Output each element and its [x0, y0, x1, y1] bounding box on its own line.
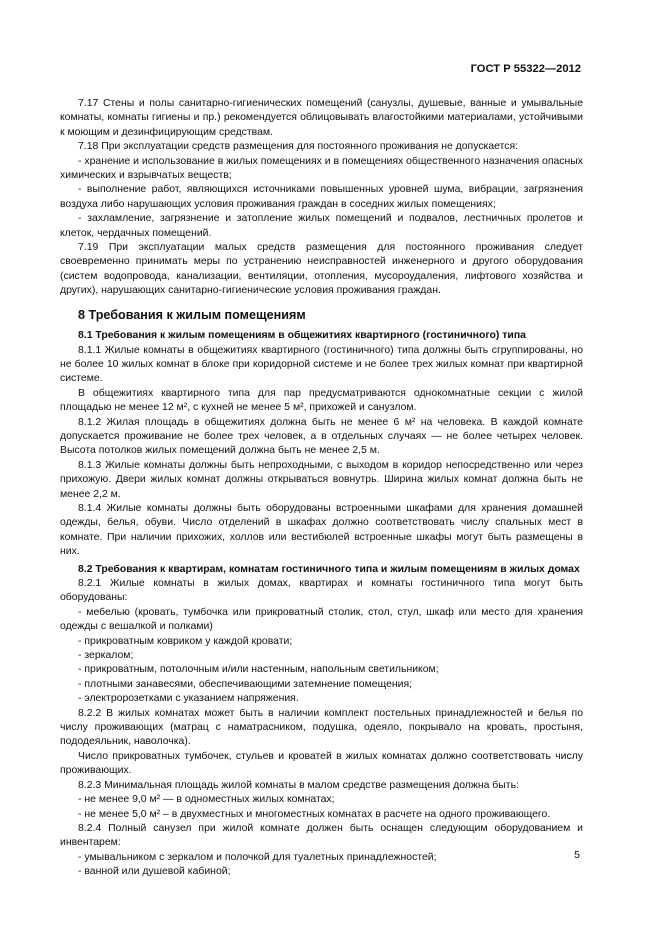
document-body — [60, 97, 583, 880]
list-item: - умывальником с зеркалом и полочкой для туалетных принадлежностей; — [78, 851, 437, 863]
clause-8-1-4: 8.1.4 Жилые комнаты должны быть оборудованы встроенными шкафами для хранения домашней одежды, белья, обуви. Число отделений в шкафах должно соответствовать числу спальных мест в комнате. При наличии прихожих, холлов или вестибюлей встроенные шкафы могут быть размещены в них. — [60, 502, 583, 558]
clause-7-17: 7.17 Стены и полы санитарно-гигиенических помещений (санузлы, душевые, ванные и умывальные комнаты, комнаты гигиены и пр.) рекомендуется облицовывать влагостойкими материалами, устойчивыми к моющим и дезинфицирующим средствам. — [60, 98, 583, 138]
clause-8-1-3: 8.1.3 Жилые комнаты должны быть непроходными, с выходом в коридор непосредственно или через прихожую. Двери жилых комнат должны открываться вовнутрь. Ширина жилых комнат должна быть не менее 2,2 м. — [60, 459, 583, 500]
list-item: - ванной или душевой кабиной; — [78, 866, 231, 878]
subsection-8-2-heading: 8.2 Требования к квартирам, комнатам гостиничного типа и жилым помещениям в жилых домах — [78, 563, 580, 575]
list-item: - электророзетками с указанием напряжения. — [78, 693, 299, 705]
clause-8-1-1-paragraph: В общежитиях квартирного типа для пар предусматриваются однокомнатные секции с жилой площадью не менее 12 м², с кухней не менее 5 м², прихожей и санузлом. — [60, 387, 583, 414]
clause-8-1-1: 8.1.1 Жилые комнаты в общежитиях квартирного (гостиничного) типа должны быть сгруппированы, но не более 10 жилых комнат в блоке при коридорной системе и не более трех жилых комнат при квартирной системе. — [60, 344, 583, 385]
list-item: - захламление, загрязнение и затопление жилых помещений и подвалов, лестничных пролетов и клеток, чердачных помещений. — [60, 213, 583, 239]
clause-8-1-2: 8.1.2 Жилая площадь в общежитиях должна быть не менее 6 м² на человека. В каждой комнате допускается проживание не более трех человек, а в отдельных случаях — не более четырех человек. Высота потолков жилых помещений должна быть не менее 2,5 м. — [60, 416, 583, 457]
subsection-8-1-heading: 8.1 Требования к жилым помещениям в общежитиях квартирного (гостиничного) типа — [78, 330, 526, 342]
list-item: - не менее 5,0 м² – в двухместных и многоместных комнатах в расчете на одного проживающего. — [78, 808, 551, 820]
document-header: ГОСТ Р 55322—2012 — [470, 63, 581, 75]
list-item: - хранение и использование в жилых помещениях и в помещениях общественного назначения опасных химических и взрывчатых веществ; — [60, 155, 583, 182]
clause-8-2-3: 8.2.3 Минимальная площадь жилой комнаты в малом средстве размещения должна быть: — [78, 779, 519, 791]
list-item: - прикроватным ковриком у каждой кровати; — [78, 635, 293, 647]
list-item: - прикроватным, потолочным и/или настенным, напольным светильником; — [78, 664, 439, 676]
clause-8-2-2: 8.2.2 В жилых комнатах может быть в наличии комплект постельных принадлежностей и белья по числу проживающих (матрац с наматрасником, подушка, одеяло, покрывало на кровать, простыня, пододеяльник, наволочка). — [60, 707, 583, 748]
clause-7-19: 7.19 При эксплуатации малых средств размещения для постоянного проживания следует своевременно принимать меры по устранению неисправностей инженерного и другого оборудования (систем водопровода, канализации, вентиляции, отопления, мусороудаления, лифтового хозяйства и других), нарушающих санитарно-гигиенические условия проживания граждан. — [60, 242, 583, 297]
list-item: - не менее 9,0 м² — в одноместных жилых комнатах; — [78, 794, 335, 806]
section-8-heading: 8 Требования к жилым помещениям — [78, 307, 306, 322]
clause-7-18: 7.18 При эксплуатации средств размещения для постоянного проживания не допускается: — [78, 141, 519, 153]
page-number: 5 — [574, 849, 580, 861]
list-item: - мебелью (кровать, тумбочка или прикроватный столик, стол, стул, шкаф или место для хранения одежды с вешалкой и полками) — [60, 606, 583, 633]
clause-8-2-2-paragraph: Число прикроватных тумбочек, стульев и кроватей в жилых комнатах должно соответствовать числу проживающих. — [60, 750, 583, 777]
clause-8-2-1: 8.2.1 Жилые комнаты в жилых домах, квартирах и комнаты гостиничного типа могут быть оборудованы: — [60, 578, 583, 604]
list-item: - плотными занавесями, обеспечивающими затемнение помещения; — [78, 678, 413, 690]
clause-8-2-4: 8.2.4 Полный санузел при жилой комнате должен быть оснащен следующим оборудованием и инвентарем: — [60, 822, 583, 849]
list-item: - выполнение работ, являющихся источниками повышенных уровней шума, вибрации, загрязнения воздуха либо нарушающих условия проживания граждан в соседних жилых помещениях; — [60, 184, 583, 210]
list-item: - зеркалом; — [78, 650, 134, 662]
